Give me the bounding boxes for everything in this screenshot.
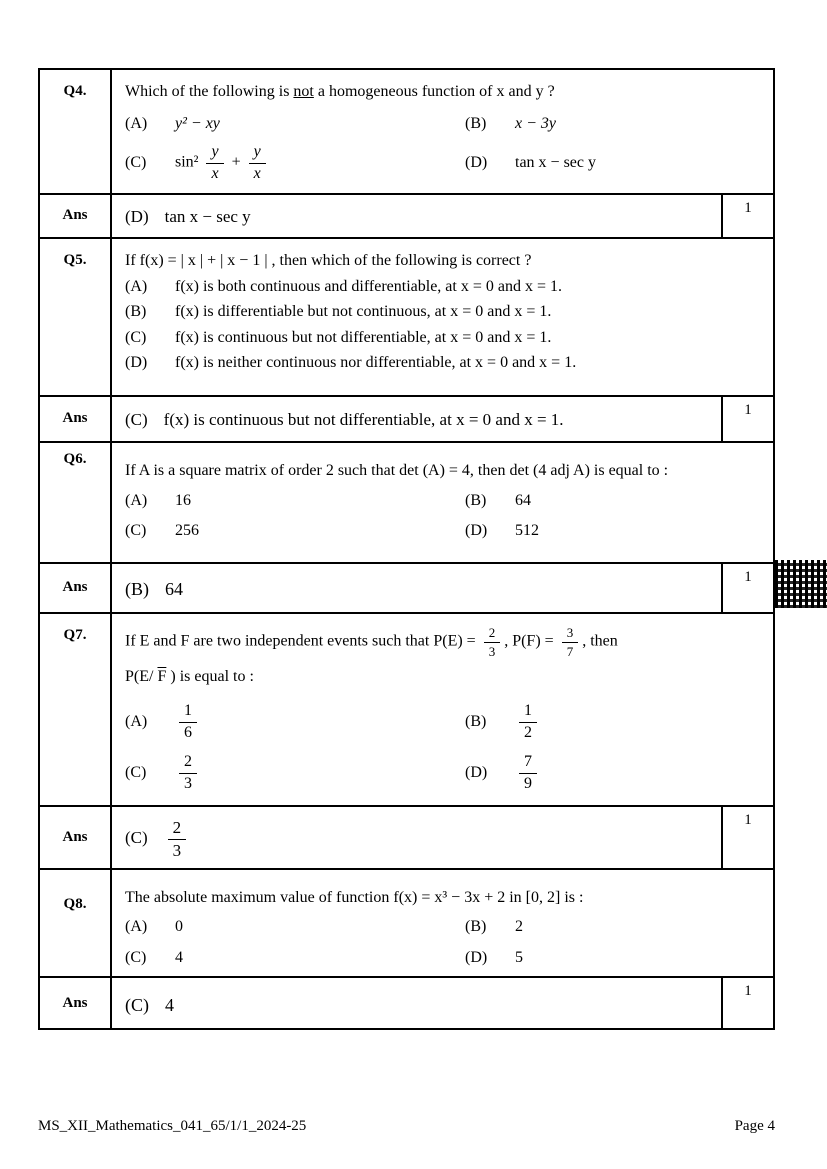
option-a <box>125 916 465 938</box>
option-text: x − 3y <box>515 114 556 132</box>
fraction-denominator: 7 <box>566 643 574 659</box>
fraction-numerator: y <box>206 143 223 164</box>
option-b <box>125 301 759 323</box>
marks-value: 1 <box>744 401 752 418</box>
option-label: (B) <box>465 918 487 936</box>
question-text-q4 <box>125 81 759 103</box>
option-b <box>465 702 759 742</box>
options-list-q5 <box>125 276 759 374</box>
answer-option: (B) <box>125 579 149 600</box>
option-text: tan x − sec y <box>515 154 596 172</box>
footer-page-number: Page 4 <box>734 1118 775 1134</box>
answer-content-q6 <box>112 564 721 612</box>
option-d <box>465 152 759 174</box>
fraction <box>168 818 187 860</box>
answer-text: 64 <box>165 579 183 600</box>
fraction <box>179 702 197 742</box>
fraction-numerator: 2 <box>179 753 197 774</box>
option-a <box>125 490 465 512</box>
answer-content-q7 <box>112 807 721 868</box>
answer-row-q7 <box>40 807 773 870</box>
option-c <box>125 947 465 969</box>
option-label: (B) <box>465 712 487 730</box>
question-number-label: Q7. <box>63 626 87 643</box>
answer-content-q4 <box>112 195 721 237</box>
marks-cell-q4 <box>721 195 773 237</box>
question-text-part: , P(F) = <box>504 632 558 650</box>
fraction-denominator: x <box>211 164 219 182</box>
option-label: (A) <box>125 712 148 730</box>
fraction <box>206 143 223 183</box>
question-text-q7-line2 <box>125 666 759 688</box>
marks-value: 1 <box>744 811 752 828</box>
answer-row-q5 <box>40 397 773 443</box>
option-a <box>125 276 759 298</box>
marks-value: 1 <box>744 200 752 216</box>
question-row-q7 <box>40 614 773 807</box>
marks-cell-q6 <box>721 564 773 612</box>
question-number-cell-q6 <box>40 443 112 562</box>
answer-text: f(x) is continuous but not differentiable, at x = 0 and x = 1. <box>163 409 564 429</box>
fraction-denominator: 3 <box>172 840 182 860</box>
answer-label-cell-q6 <box>40 564 112 612</box>
answer-row-q8 <box>40 978 773 1028</box>
option-text: 256 <box>175 522 199 540</box>
marks-cell-q8 <box>721 978 773 1028</box>
option-label: (D) <box>465 522 488 540</box>
question-text-part: If f(x) = | x | + | x − 1 | , then which of the following is correct ? <box>125 251 532 269</box>
fraction-denominator: 2 <box>524 723 532 741</box>
question-text-q7-line1 <box>125 625 759 658</box>
question-text-part: The absolute maximum value of function f(x) = x³ − 3x + 2 in [0, 2] is : <box>125 888 584 906</box>
answer-label: Ans <box>62 410 88 427</box>
option-text: 0 <box>175 918 183 936</box>
answer-content-q5 <box>112 397 721 441</box>
question-number-cell-q4 <box>40 70 112 193</box>
option-label: (A) <box>125 114 148 132</box>
underlined-word: not <box>293 83 314 100</box>
question-number-cell-q5 <box>40 239 112 395</box>
answer-label-cell-q7 <box>40 807 112 868</box>
options-grid-q4 <box>125 113 759 183</box>
option-label: (C) <box>125 328 147 346</box>
option-label: (C) <box>125 154 147 172</box>
fraction-denominator: 3 <box>488 643 496 659</box>
fraction-denominator: 3 <box>184 775 192 793</box>
answer-row-q4 <box>40 195 773 239</box>
question-number-cell-q8 <box>40 870 112 977</box>
fraction-numerator: 1 <box>179 702 197 723</box>
question-text-part: ) is equal to : <box>166 668 254 686</box>
fraction-denominator: 6 <box>184 723 192 741</box>
question-text-part: a homogeneous function of x and y ? <box>313 83 555 100</box>
option-b <box>465 916 759 938</box>
function-name: sin² <box>175 153 199 171</box>
option-label: (C) <box>125 522 147 540</box>
options-grid-q7 <box>125 702 759 793</box>
option-c <box>125 143 465 183</box>
fraction <box>484 625 501 658</box>
answer-content-q8 <box>112 978 721 1028</box>
fraction <box>179 753 197 793</box>
question-number-label: Q4. <box>63 83 87 99</box>
option-d <box>465 947 759 969</box>
option-d <box>465 520 759 542</box>
option-text: 512 <box>515 522 539 540</box>
option-label: (A) <box>125 277 148 295</box>
option-label: (D) <box>465 948 488 966</box>
fraction-numerator: 2 <box>168 818 187 840</box>
question-text-part: , then <box>582 632 618 650</box>
question-content-q6 <box>112 443 773 562</box>
option-label: (C) <box>125 948 147 966</box>
question-text-q8 <box>125 887 759 909</box>
answer-option: (C) <box>125 409 148 429</box>
answer-option: (C) <box>125 994 149 1015</box>
option-c <box>125 327 759 349</box>
question-text-part: P(E/ <box>125 668 158 686</box>
answer-row-q6 <box>40 564 773 614</box>
option-b <box>465 490 759 512</box>
answer-label-cell-q4 <box>40 195 112 237</box>
option-text: f(x) is differentiable but not continuous, at x = 0 and x = 1. <box>175 303 552 321</box>
fraction-numerator: 1 <box>519 702 537 723</box>
answer-option: (D) <box>125 207 149 226</box>
marks-cell-q5 <box>721 397 773 441</box>
question-row-q6 <box>40 443 773 564</box>
answer-text: 4 <box>165 994 174 1015</box>
option-a <box>125 113 465 135</box>
option-text: f(x) is continuous but not differentiable, at x = 0 and x = 1. <box>175 328 552 346</box>
question-number-cell-q7 <box>40 614 112 805</box>
fraction <box>249 143 266 183</box>
page-footer <box>38 1118 775 1135</box>
question-text-part: Which of the following is <box>125 83 294 100</box>
option-label: (D) <box>125 354 148 372</box>
question-number-label: Q8. <box>63 895 87 912</box>
question-number-label: Q6. <box>63 450 87 467</box>
fraction <box>519 702 537 742</box>
questions-table <box>38 68 775 1030</box>
question-text-q5 <box>125 250 759 272</box>
option-text: 64 <box>515 491 531 509</box>
option-label: (A) <box>125 918 148 936</box>
option-label: (C) <box>125 764 147 782</box>
question-content-q7 <box>112 614 773 805</box>
option-text: 5 <box>515 948 523 966</box>
option-text: f(x) is neither continuous nor differentiable, at x = 0 and x = 1. <box>175 354 577 372</box>
qr-code <box>775 560 827 608</box>
options-grid-q6 <box>125 490 759 542</box>
question-text-part: If A is a square matrix of order 2 such that det (A) = 4, then det (4 adj A) is equal to : <box>125 461 669 479</box>
option-label: (D) <box>465 764 488 782</box>
question-text-part: If E and F are two independent events such that P(E) = <box>125 632 480 650</box>
option-text: f(x) is both continuous and differentiable, at x = 0 and x = 1. <box>175 277 562 295</box>
answer-label: Ans <box>62 828 88 845</box>
option-d <box>465 753 759 793</box>
option-text: 16 <box>175 491 191 509</box>
fraction-numerator: 7 <box>519 753 537 774</box>
option-expression <box>175 143 270 183</box>
option-label: (B) <box>465 114 487 132</box>
marks-value: 1 <box>744 983 752 1000</box>
footer-document-id: MS_XII_Mathematics_041_65/1/1_2024-25 <box>38 1118 307 1134</box>
option-a <box>125 702 465 742</box>
option-d <box>125 352 759 374</box>
question-content-q4 <box>112 70 773 193</box>
marks-cell-q7 <box>721 807 773 868</box>
marks-value: 1 <box>744 568 752 585</box>
fraction-numerator: 3 <box>562 625 579 643</box>
question-text-q6 <box>125 460 759 482</box>
option-label: (B) <box>125 303 147 321</box>
fraction <box>519 753 537 793</box>
fraction-denominator: x <box>253 164 261 182</box>
answer-label: Ans <box>62 994 88 1011</box>
option-c <box>125 753 465 793</box>
option-text: y² − xy <box>175 114 220 132</box>
fraction-denominator: 9 <box>524 775 532 793</box>
option-label: (B) <box>465 491 487 509</box>
option-label: (D) <box>465 154 488 172</box>
operator: + <box>231 153 241 171</box>
answer-option: (C) <box>125 828 148 848</box>
question-content-q8 <box>112 870 773 977</box>
answer-label-cell-q5 <box>40 397 112 441</box>
question-row-q4 <box>40 70 773 195</box>
fraction <box>562 625 579 658</box>
answer-text: tan x − sec y <box>164 207 251 226</box>
answer-label: Ans <box>62 579 88 596</box>
option-b <box>465 113 759 135</box>
question-number-label: Q5. <box>63 251 87 268</box>
fraction-numerator: 2 <box>484 625 501 643</box>
option-c <box>125 520 465 542</box>
options-grid-q8 <box>125 916 759 968</box>
question-row-q8 <box>40 870 773 979</box>
option-text: 4 <box>175 948 183 966</box>
answer-label-cell-q8 <box>40 978 112 1028</box>
option-text: 2 <box>515 918 523 936</box>
option-label: (A) <box>125 491 148 509</box>
fraction-numerator: y <box>249 143 266 164</box>
overline-variable: $\overline{F}$ <box>157 668 167 686</box>
question-content-q5 <box>112 239 773 395</box>
answer-label: Ans <box>62 207 88 224</box>
question-row-q5 <box>40 239 773 397</box>
